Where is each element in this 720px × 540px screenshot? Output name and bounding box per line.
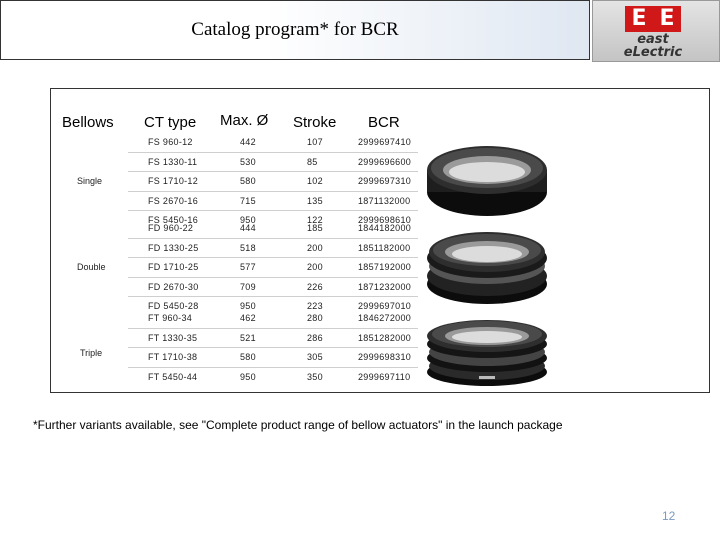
cell-stroke: 102: [307, 176, 323, 186]
header-bcr: BCR: [368, 114, 400, 131]
logo-e-mark-left: E: [625, 6, 653, 32]
cell-max-diameter: 580: [240, 176, 256, 186]
header-max-diameter: Max. Ø: [220, 112, 269, 129]
cell-max-diameter: 709: [240, 281, 256, 292]
row-divider: [128, 152, 418, 153]
cell-bcr: 1851182000: [358, 242, 411, 253]
cell-stroke: 305: [307, 352, 323, 362]
cell-ct-type: FD 1710-25: [148, 262, 199, 272]
cell-stroke: 122: [307, 215, 323, 225]
logo-e-mark-right: E: [653, 6, 681, 32]
cell-stroke: 286: [307, 332, 323, 343]
cell-stroke: 200: [307, 242, 323, 253]
cell-max-diameter: 444: [240, 223, 256, 233]
row-divider: [128, 257, 418, 258]
cell-bcr: 2999697410: [358, 137, 412, 147]
cell-bcr: 1857192000: [358, 262, 412, 272]
header-ct-type: CT type: [144, 114, 197, 131]
cell-ct-type: FS 2670-16: [148, 195, 199, 206]
cell-stroke: 107: [307, 137, 323, 147]
cell-bcr: 2999698310: [358, 352, 412, 362]
row-divider: [128, 347, 418, 348]
cell-ct-type: FT 1710-38: [148, 352, 198, 362]
cell-max-diameter: 580: [240, 352, 256, 362]
cell-stroke: 200: [307, 262, 323, 272]
single-bellows-image: [422, 140, 552, 222]
cell-stroke: 226: [307, 281, 323, 292]
cell-max-diameter: 577: [240, 262, 256, 272]
cell-ct-type: FD 5450-28: [148, 301, 199, 311]
row-divider: [128, 191, 418, 192]
cell-max-diameter: 518: [240, 242, 256, 253]
cell-ct-type: FS 1710-12: [148, 176, 199, 186]
cell-stroke: 185: [307, 223, 323, 233]
cell-max-diameter: 442: [240, 137, 256, 147]
cell-ct-type: FT 1330-35: [148, 332, 198, 343]
cell-ct-type: FD 1330-25: [148, 242, 199, 253]
cell-max-diameter: 950: [240, 215, 256, 225]
cell-max-diameter: 530: [240, 156, 256, 167]
triple-bellows-image: [422, 310, 552, 390]
cell-ct-type: FT 5450-44: [148, 371, 198, 382]
cell-bcr: 2999698610: [358, 215, 412, 225]
cell-bcr: 1851282000: [358, 332, 412, 343]
cell-max-diameter: 462: [240, 313, 256, 323]
row-divider: [128, 296, 418, 297]
cell-ct-type: FD 2670-30: [148, 281, 199, 292]
cell-bcr: 2999697110: [358, 371, 411, 382]
east-electric-logo: [592, 0, 720, 62]
footnote: *Further variants available, see "Complete product range of bellow actuators" in the launch package: [33, 418, 563, 432]
header-bellows: Bellows: [62, 114, 114, 131]
cell-ct-type: FS 5450-16: [148, 215, 199, 225]
cell-bcr: 2999696600: [358, 156, 412, 167]
cell-bcr: 1846272000: [358, 313, 412, 323]
row-divider: [128, 238, 418, 239]
cell-stroke: 135: [307, 195, 323, 206]
row-divider: [128, 171, 418, 172]
cell-bcr: 1844182000: [358, 223, 412, 233]
logo-brand-line2: eLectric: [623, 45, 683, 60]
cell-max-diameter: 950: [240, 301, 256, 311]
cell-bcr: 1871132000: [358, 195, 411, 206]
cell-max-diameter: 715: [240, 195, 256, 206]
group-label-double: Double: [77, 262, 106, 272]
slide-title: Catalog program* for BCR: [191, 19, 399, 40]
cell-max-diameter: 521: [240, 332, 256, 343]
cell-ct-type: FS 960-12: [148, 137, 193, 147]
cell-stroke: 85: [307, 156, 318, 167]
cell-bcr: 1871232000: [358, 281, 412, 292]
cell-stroke: 223: [307, 301, 323, 311]
cell-bcr: 2999697010: [358, 301, 412, 311]
cell-stroke: 350: [307, 371, 323, 382]
row-divider: [128, 367, 418, 368]
double-bellows-image: [422, 226, 552, 308]
logo-brand-line1: east: [637, 32, 669, 47]
cell-ct-type: FT 960-34: [148, 313, 193, 323]
cell-ct-type: FD 960-22: [148, 223, 194, 233]
row-divider: [128, 210, 418, 211]
page-number: 12: [662, 509, 676, 523]
row-divider: [128, 328, 418, 329]
cell-ct-type: FS 1330-11: [148, 156, 198, 167]
header-stroke: Stroke: [293, 114, 337, 131]
group-label-triple: Triple: [80, 348, 103, 359]
cell-max-diameter: 950: [240, 371, 256, 382]
row-divider: [128, 277, 418, 278]
cell-stroke: 280: [307, 313, 323, 323]
group-label-single: Single: [77, 176, 103, 186]
cell-bcr: 2999697310: [358, 176, 412, 186]
